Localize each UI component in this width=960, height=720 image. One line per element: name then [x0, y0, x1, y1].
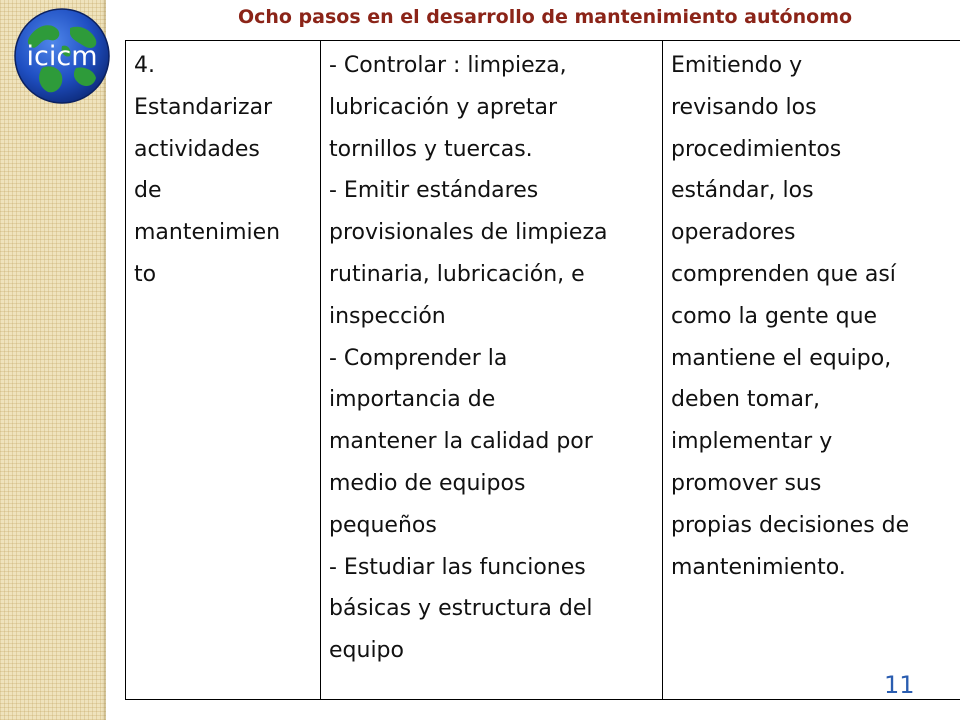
result-line: Emitiendo y — [671, 53, 803, 78]
result-line: procedimientos — [671, 136, 842, 162]
step-line: mantenimien — [134, 220, 281, 246]
decorative-side-strip — [0, 0, 106, 720]
activity-line: tornillos y tuercas. — [329, 136, 533, 162]
slide-number: 11 — [884, 671, 915, 699]
activity-line: lubricación y apretar — [329, 94, 558, 120]
step-line: actividades — [134, 136, 260, 162]
activity-line: provisionales de limpieza — [329, 220, 608, 246]
result-line: comprenden que así — [671, 261, 896, 287]
activity-line: - Comprender la — [329, 345, 508, 371]
result-line: operadores — [671, 220, 796, 246]
result-line: promover sus — [671, 470, 822, 496]
step-line: de — [134, 178, 162, 204]
result-line: estándar, los — [671, 178, 814, 204]
result-line: revisando los — [671, 94, 817, 120]
globe-icon — [12, 6, 112, 106]
result-line: implementar y — [671, 429, 833, 455]
result-line: mantenimiento. — [671, 554, 846, 580]
activity-line: equipo — [329, 638, 404, 664]
activity-line: importancia de — [329, 387, 496, 413]
table-row — [126, 41, 960, 700]
activity-line: medio de equipos — [329, 470, 526, 496]
result-line: mantiene el equipo, — [671, 345, 892, 371]
activity-line: - Controlar : limpieza, — [329, 53, 567, 78]
activity-line: rutinaria, lubricación, e — [329, 261, 585, 287]
activity-line: pequeños — [329, 512, 437, 538]
steps-table — [125, 40, 960, 700]
logo — [12, 6, 112, 106]
activity-line: - Estudiar las funciones — [329, 554, 586, 580]
step-line: to — [134, 261, 157, 287]
step-cell — [126, 41, 321, 700]
logo-text: icicm — [26, 41, 98, 72]
activity-line: - Emitir estándares — [329, 178, 539, 204]
step-line: 4. — [134, 53, 155, 78]
activity-line: mantener la calidad por — [329, 429, 593, 455]
result-line: como la gente que — [671, 303, 878, 329]
result-line: deben tomar, — [671, 387, 820, 413]
step-line: Estandarizar — [134, 94, 273, 120]
activities-cell — [321, 41, 663, 700]
result-cell — [663, 41, 960, 700]
result-line: propias decisiones de — [671, 512, 910, 538]
activity-line: inspección — [329, 303, 446, 329]
activity-line: básicas y estructura del — [329, 596, 593, 622]
page-title: Ocho pasos en el desarrollo de mantenimiento autónomo — [237, 6, 853, 28]
